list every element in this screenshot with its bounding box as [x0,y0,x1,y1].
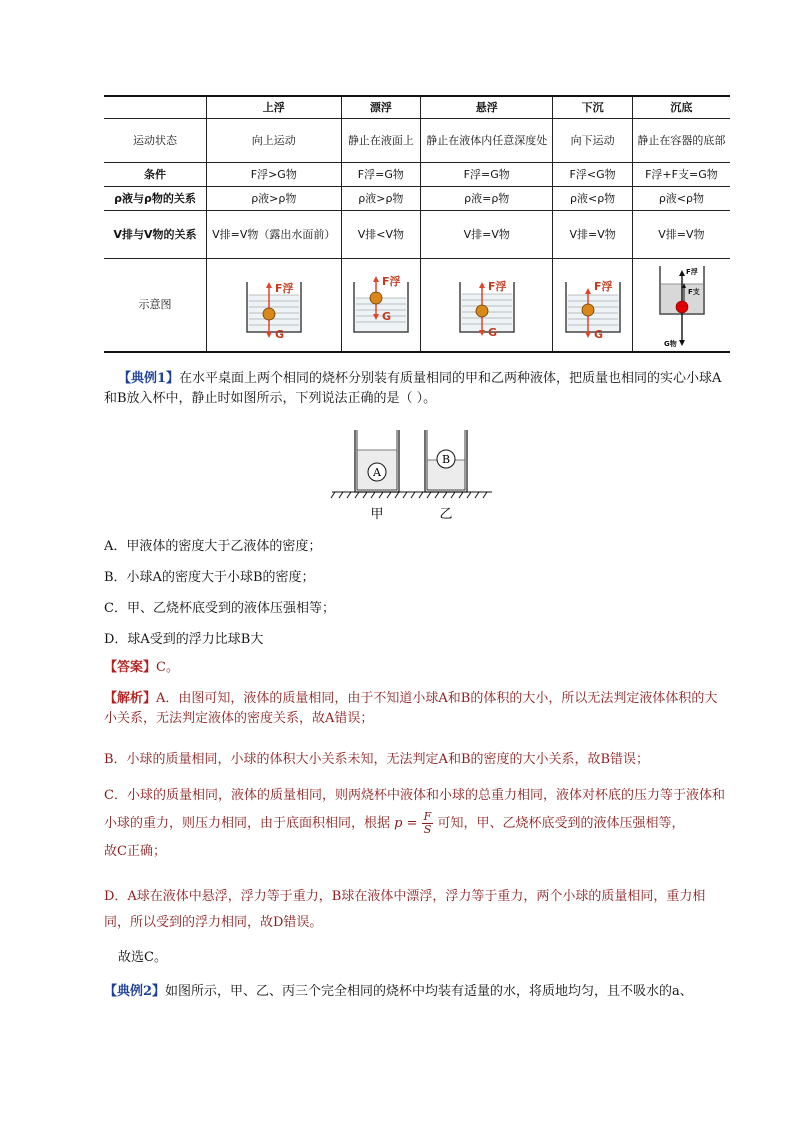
analysis-a-text: A．由图可知，液体的质量相同，由于不知道小球A和B的体积的大小，所以无法判定液体体积的大小关系，无法判定液体的密度关系，故A错误； [104,691,718,726]
cup-b-label: 乙 [439,507,453,522]
table-row [104,186,730,210]
conclusion: 故选C。 [118,950,167,965]
table-cell: V排=V物 [421,210,553,258]
example2-question-text: 如图所示，甲、乙、丙三个完全相同的烧杯中均装有适量的水，将质地均匀，且不吸水的a、 [165,984,693,999]
table-cell: F浮>G物 [207,162,342,186]
table-cell: ρ液=ρ物 [421,186,553,210]
analysis-label: 【解析】 [104,691,157,706]
diagram-rising [207,258,342,352]
table-cell: ρ液<ρ物 [553,186,633,210]
table-cell: V排<V物 [341,210,421,258]
table-header-cell [104,96,207,118]
gravity-label: G [274,327,284,341]
example1-question-text: 在水平桌面上两个相同的烧杯分别装有质量相同的甲和乙两种液体，把质量也相同的实心小球A和B放入杯中，静止时如图所示，下列说法正确的是（ ）。 [104,371,722,406]
example1-question [104,369,728,409]
cup-a-label: 甲 [370,507,384,522]
table-row [104,210,730,258]
g-obj-label: G物 [664,339,678,348]
table-cell: ρ液>ρ物 [341,186,421,210]
f-buoy-label: F浮 [274,281,294,295]
table-cell: F浮=G物 [341,162,421,186]
table-row-diagrams [104,258,730,352]
table-cell: V排=V物 [553,210,633,258]
example2-label: 【典例2】 [104,984,166,999]
table-header-cell: 沉底 [632,96,730,118]
analysis-c-text-3: 故C正确； [104,844,166,859]
answer-line [104,658,179,678]
row-label: 示意图 [104,258,207,352]
option-a: A．甲液体的密度大于乙液体的密度； [104,539,322,554]
table-header-row [104,96,730,118]
gravity-label: G [381,309,391,323]
formula-p: p = [394,816,418,831]
f-buoy-label: F浮 [381,274,401,288]
ball-b-label: B [441,453,451,466]
table-cell: V排=V物 [632,210,730,258]
table-cell: 静止在容器的底部 [632,118,730,162]
row-label: 条件 [104,162,207,186]
f-buoy-label: F浮 [593,279,613,293]
table-header-cell: 漂浮 [341,96,421,118]
table-row [104,118,730,162]
option-b: B．小球A的密度大于小球B的密度； [104,570,315,585]
gravity-label: G [487,325,497,339]
table-cell: F浮=G物 [421,162,553,186]
analysis-c-text-1: C．小球的质量相同，液体的质量相同，则两烧杯中液体和小球的总重力相同，液体对杯底的压力等于液体和小球的重力，则压力相同，由于底面积相同，根据 [104,788,725,831]
analysis-c [104,782,728,866]
diagram-floating [341,258,421,352]
f-buoy-label: F浮 [487,279,507,293]
row-label: V排与V物的关系 [104,210,207,258]
option-d: D．球A受到的浮力比球B大 [104,632,264,647]
answer-label: 【答案】 [104,660,157,675]
option-c: C．甲、乙烧杯底受到的液体压强相等； [104,601,335,616]
formula-denominator: S [423,823,432,836]
row-label: ρ液与ρ物的关系 [104,186,207,210]
buoyancy-states-table [104,95,730,353]
table-cell: F浮<G物 [553,162,633,186]
analysis-c-text-2: 可知，甲、乙烧杯底受到的液体压强相等， [437,816,685,831]
answer-text: C。 [156,660,179,675]
table-row [104,162,730,186]
ball-a-label: A [373,466,381,479]
f-buoy-label: F浮 [686,267,699,276]
example1-figure [330,428,494,524]
table-cell: ρ液<ρ物 [632,186,730,210]
table-cell: F浮+F支=G物 [632,162,730,186]
table-header-cell: 悬浮 [421,96,553,118]
diagram-sinking [553,258,633,352]
table-cell: 向上运动 [207,118,342,162]
diagram-bottom [632,258,730,352]
table-cell: V排=V物（露出水面前） [207,210,342,258]
analysis-a [104,689,728,729]
analysis-b: B．小球的质量相同，小球的体积大小关系未知，无法判定A和B的密度的大小关系，故B错误； [104,752,650,767]
row-label: 运动状态 [104,118,207,162]
table-header-cell: 下沉 [553,96,633,118]
table-cell: ρ液>ρ物 [207,186,342,210]
diagram-suspended [421,258,553,352]
gravity-label: G [593,327,603,341]
analysis-d: D．A球在液体中悬浮，浮力等于重力，B球在液体中漂浮，浮力等于重力，两个小球的质量相同，重力相同，所以受到的浮力相同，故D错误。 [104,889,706,930]
f-support-label: F支 [688,287,701,296]
formula-fraction [422,811,434,836]
table-cell: 向下运动 [553,118,633,162]
table-cell: 静止在液面上 [341,118,421,162]
table-header-cell: 上浮 [207,96,342,118]
table-cell: 静止在液体内任意深度处 [421,118,553,162]
example2-question [104,982,728,1002]
formula-numerator: F [423,810,432,823]
example1-label: 【典例1】 [118,371,180,386]
